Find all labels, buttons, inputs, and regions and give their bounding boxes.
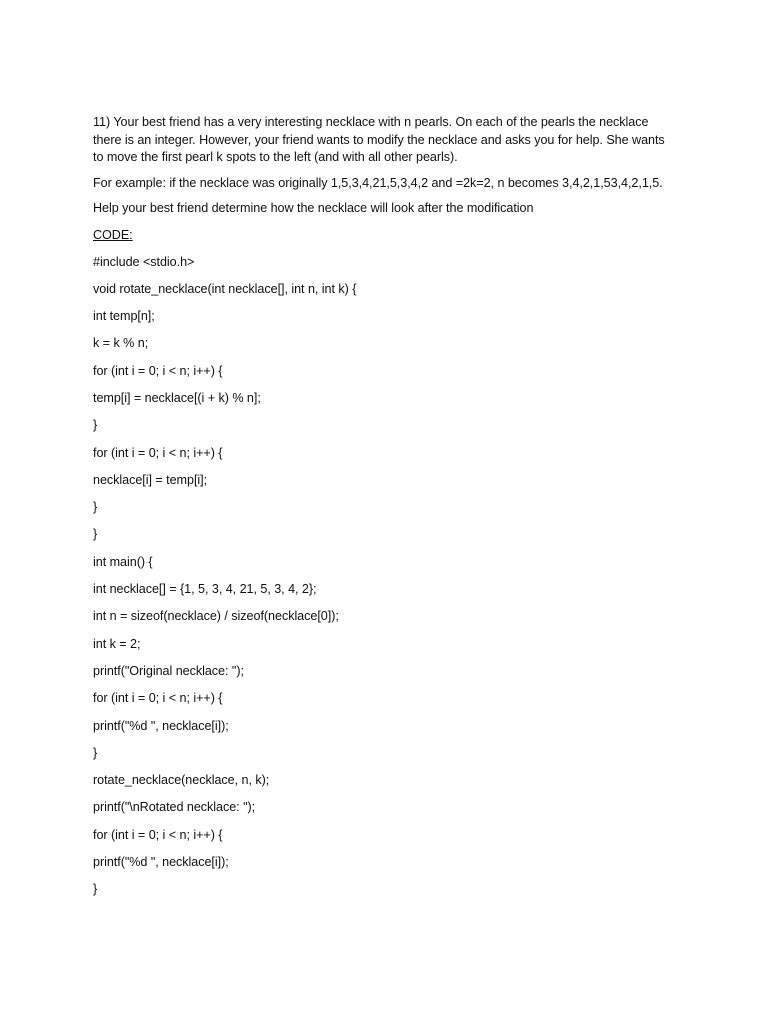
code-line: for (int i = 0; i < n; i++) { <box>93 827 223 842</box>
code-line: } <box>93 500 98 515</box>
code-line: #include <stdio.h> <box>93 254 195 269</box>
code-line: printf("\nRotated necklace: "); <box>93 800 256 815</box>
code-line: } <box>93 882 98 897</box>
code-heading: CODE: <box>93 227 133 242</box>
code-line: int k = 2; <box>93 636 141 651</box>
code-line: int n = sizeof(necklace) / sizeof(necklace[0]); <box>93 609 339 624</box>
code-line: } <box>93 527 98 542</box>
code-line: } <box>93 745 98 760</box>
code-line: temp[i] = necklace[(i + k) % n]; <box>93 390 261 405</box>
code-line: int main() { <box>93 554 153 569</box>
code-line: } <box>93 418 98 433</box>
code-line: printf("Original necklace: "); <box>93 663 244 678</box>
code-line: for (int i = 0; i < n; i++) { <box>93 445 223 460</box>
code-line: rotate_necklace(necklace, n, k); <box>93 773 270 788</box>
code-line: necklace[i] = temp[i]; <box>93 472 208 487</box>
code-line: for (int i = 0; i < n; i++) { <box>93 691 223 706</box>
code-line: printf("%d ", necklace[i]); <box>93 855 229 870</box>
code-line: int temp[n]; <box>93 309 155 324</box>
code-line: void rotate_necklace(int necklace[], int n, int k) { <box>93 281 357 296</box>
problem-statement: 11) Your best friend has a very interesting necklace with n pearls. On each of the pearls the necklace there is an integer. However, your friend wants to modify the necklace and asks you for help. She wants to move the first pearl k spots to the left (and with all other pearls). <box>93 115 665 164</box>
example-paragraph: For example: if the necklace was originally 1,5,3,4,21,5,3,4,2 and =2k=2, n becomes 3,4,2,1,53,4,2,1,5. <box>93 175 663 190</box>
task-instruction: Help your best friend determine how the necklace will look after the modification <box>93 201 534 215</box>
document-body <box>93 114 678 909</box>
code-line: for (int i = 0; i < n; i++) { <box>93 363 223 378</box>
code-line: k = k % n; <box>93 336 149 351</box>
code-line: int necklace[] = {1, 5, 3, 4, 21, 5, 3, 4, 2}; <box>93 582 317 597</box>
code-line: printf("%d ", necklace[i]); <box>93 718 229 733</box>
code-block <box>93 254 678 909</box>
